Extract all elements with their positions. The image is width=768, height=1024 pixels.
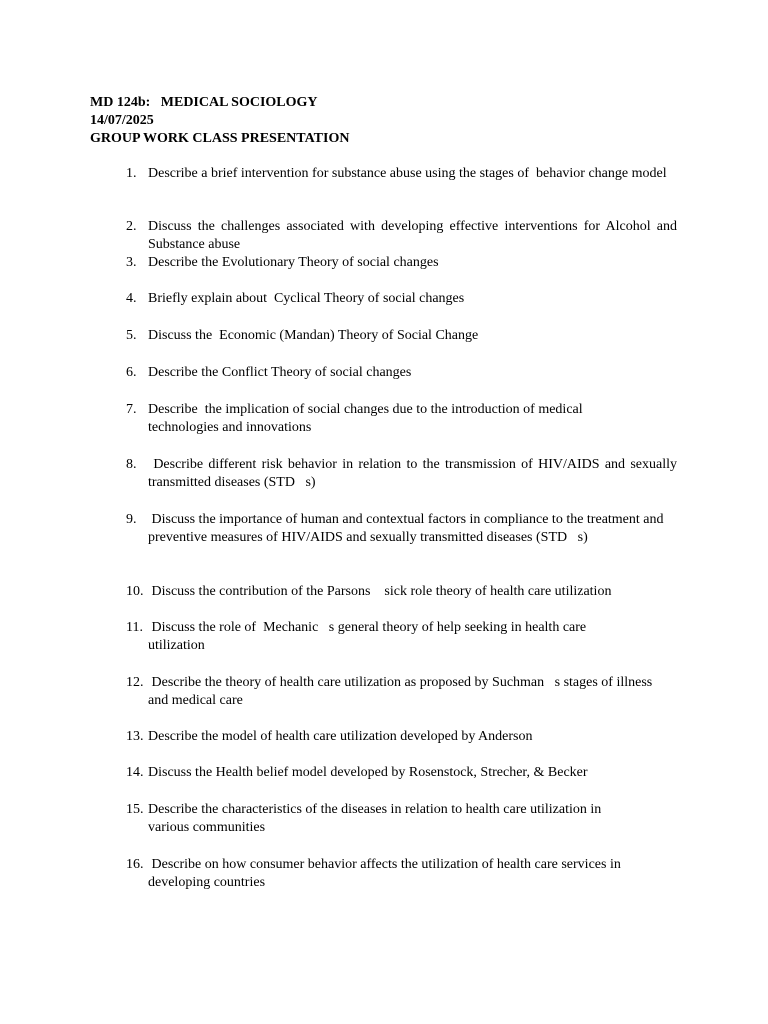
item-number: 12. — [126, 675, 144, 690]
document-header — [90, 94, 349, 148]
item-text: Describe a brief intervention for substance abuse using the stages of behavior change model — [148, 166, 667, 181]
list-item — [126, 728, 677, 746]
list-item — [126, 218, 681, 254]
item-number: 2. — [126, 219, 137, 234]
item-number: 5. — [126, 328, 137, 343]
item-number: 11. — [126, 620, 143, 635]
item-text: Describe different risk behavior in relation to the transmission of HIV/AIDS and sexually transmitted diseases (STD s) — [148, 457, 681, 490]
item-text: Discuss the Economic (Mandan) Theory of Social Change — [148, 328, 479, 343]
item-number: 13. — [126, 729, 144, 744]
item-text: Discuss the importance of human and contextual factors in compliance to the treatment and preventive measures of HIV/AIDS and sexually transmitted diseases (STD s) — [148, 512, 667, 545]
list-item — [126, 801, 641, 837]
item-text: Describe the implication of social changes due to the introduction of medical technologies and innovations — [148, 402, 587, 435]
item-text: Describe the theory of health care utilization as proposed by Suchman s stages of illness and medical care — [148, 675, 656, 708]
item-number: 9. — [126, 512, 137, 527]
list-item — [126, 165, 677, 183]
item-number: 7. — [126, 402, 137, 417]
list-item — [126, 511, 677, 547]
item-text: Briefly explain about Cyclical Theory of social changes — [148, 291, 465, 306]
document-date: 14/07/2025 — [90, 113, 154, 128]
item-text: Describe the characteristics of the diseases in relation to health care utilization in various communities — [148, 802, 605, 835]
list-item — [126, 290, 677, 308]
list-item — [126, 364, 677, 382]
list-item — [126, 674, 654, 710]
item-text: Describe the Evolutionary Theory of social changes — [148, 255, 439, 270]
item-number: 8. — [126, 457, 137, 472]
document-title: GROUP WORK CLASS PRESENTATION — [90, 131, 350, 146]
item-number: 16. — [126, 857, 144, 872]
item-number: 14. — [126, 765, 144, 780]
item-text: Describe the Conflict Theory of social changes — [148, 365, 412, 380]
item-text: Discuss the contribution of the Parsons sick role theory of health care utilization — [148, 584, 612, 599]
list-item — [126, 856, 662, 892]
item-number: 4. — [126, 291, 137, 306]
item-text: Discuss the challenges associated with developing effective interventions for Alcohol and Substance abuse — [148, 219, 681, 252]
list-item — [126, 456, 681, 492]
item-number: 15. — [126, 802, 144, 817]
item-text: Discuss the role of Mechanic s general theory of help seeking in health care utilization — [148, 620, 590, 653]
list-item — [126, 254, 677, 272]
item-number: 1. — [126, 166, 137, 181]
list-item — [126, 583, 677, 601]
list-item — [126, 764, 677, 782]
item-text: Describe on how consumer behavior affects the utilization of health care services in developing countries — [148, 857, 625, 890]
list-item — [126, 401, 626, 437]
item-number: 10. — [126, 584, 144, 599]
item-text: Describe the model of health care utilization developed by Anderson — [148, 729, 533, 744]
list-item — [126, 327, 677, 345]
list-item — [126, 619, 626, 655]
item-number: 3. — [126, 255, 137, 270]
course-title: MD 124b: MEDICAL SOCIOLOGY — [90, 95, 318, 110]
item-number: 6. — [126, 365, 137, 380]
item-text: Discuss the Health belief model developed by Rosenstock, Strecher, & Becker — [148, 765, 588, 780]
